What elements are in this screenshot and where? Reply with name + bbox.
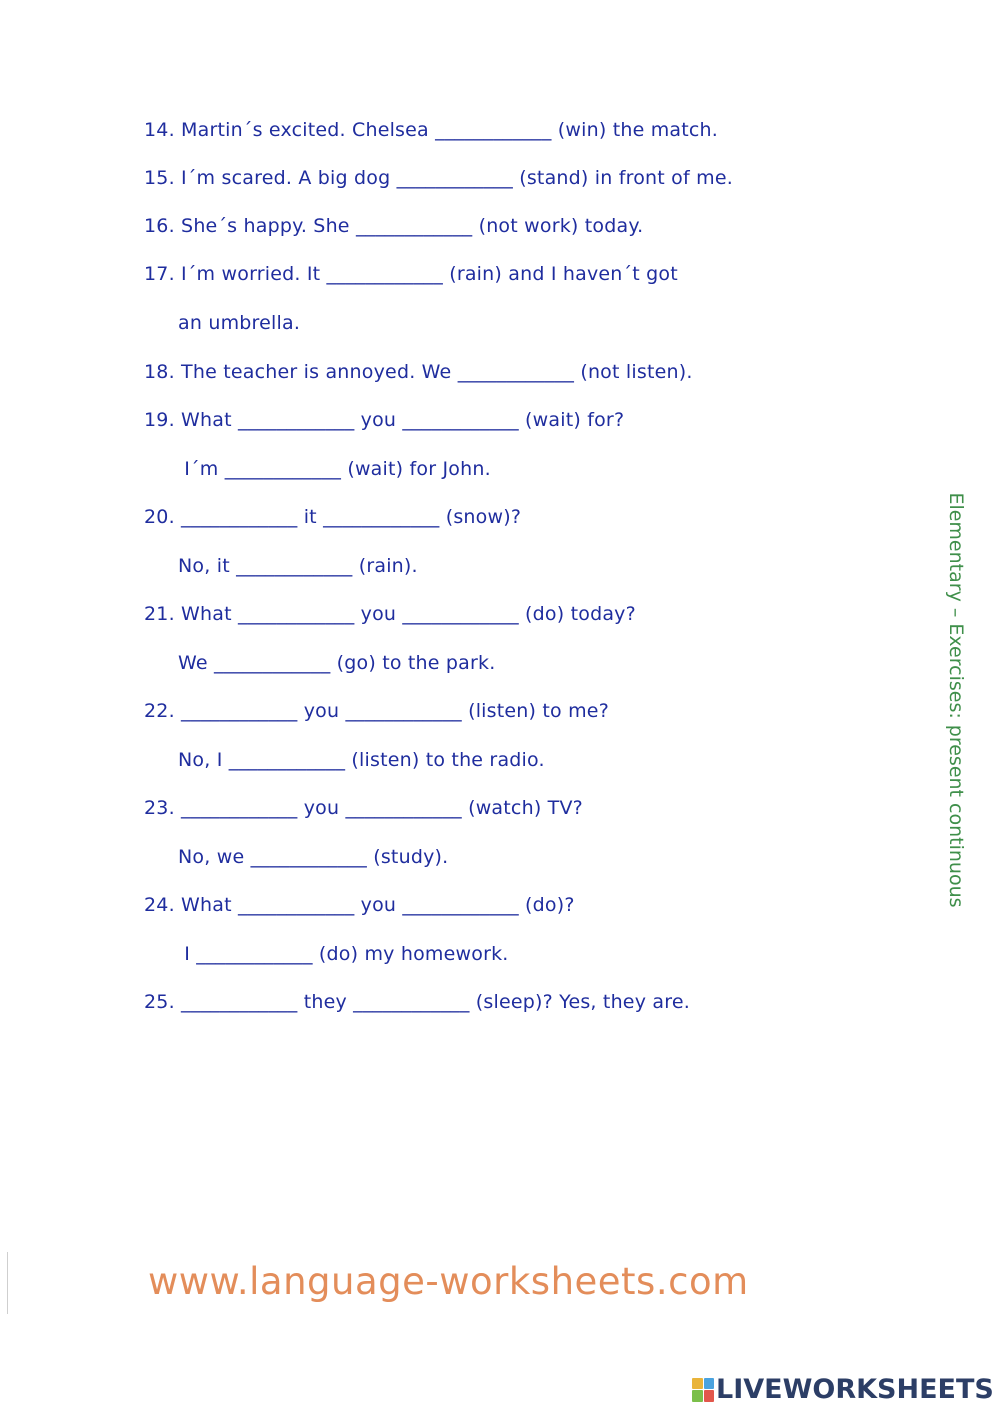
exercise-line: No, we ____________ (study). — [178, 846, 449, 868]
exercise-line: an umbrella. — [178, 312, 301, 334]
exercise-line: We ____________ (go) to the park. — [178, 652, 496, 674]
exercise-line: 15. I´m scared. A big dog ____________ (stand) in front of me. — [144, 167, 733, 189]
page-edge-line — [7, 1252, 8, 1314]
exercise-line: 25. ____________ they ____________ (sleep)? Yes, they are. — [144, 991, 690, 1013]
brand-name: LIVEWORKSHEETS — [716, 1374, 994, 1405]
liveworksheets-logo[interactable] — [692, 1374, 994, 1405]
exercise-line: No, I ____________ (listen) to the radio. — [178, 749, 545, 771]
exercise-line: I ____________ (do) my homework. — [178, 943, 509, 965]
logo-square-icon — [704, 1378, 715, 1390]
liveworksheets-icon — [692, 1378, 714, 1402]
exercise-line: 17. I´m worried. It ____________ (rain) and I haven´t got — [144, 263, 678, 285]
sidebar-title: Elementary – Exercises: present continuous — [945, 492, 967, 908]
exercise-line: 18. The teacher is annoyed. We ____________ (not listen). — [144, 361, 693, 383]
exercise-line: 16. She´s happy. She ____________ (not work) today. — [144, 215, 644, 237]
logo-square-icon — [704, 1390, 715, 1402]
exercise-line: 24. What ____________ you ____________ (do)? — [144, 894, 575, 916]
exercise-line: I´m ____________ (wait) for John. — [178, 458, 491, 480]
exercise-line: 14. Martin´s excited. Chelsea ____________ (win) the match. — [144, 119, 719, 141]
exercise-line: 19. What ____________ you ____________ (wait) for? — [144, 409, 625, 431]
logo-square-icon — [692, 1378, 703, 1390]
exercise-line: 22. ____________ you ____________ (listen) to me? — [144, 700, 609, 722]
logo-square-icon — [692, 1390, 703, 1402]
website-link[interactable]: www.language-worksheets.com — [148, 1260, 749, 1303]
exercise-line: 21. What ____________ you ____________ (do) today? — [144, 603, 636, 625]
exercise-line: 20. ____________ it ____________ (snow)? — [144, 506, 522, 528]
exercise-line: 23. ____________ you ____________ (watch) TV? — [144, 797, 583, 819]
exercise-line: No, it ____________ (rain). — [178, 555, 418, 577]
